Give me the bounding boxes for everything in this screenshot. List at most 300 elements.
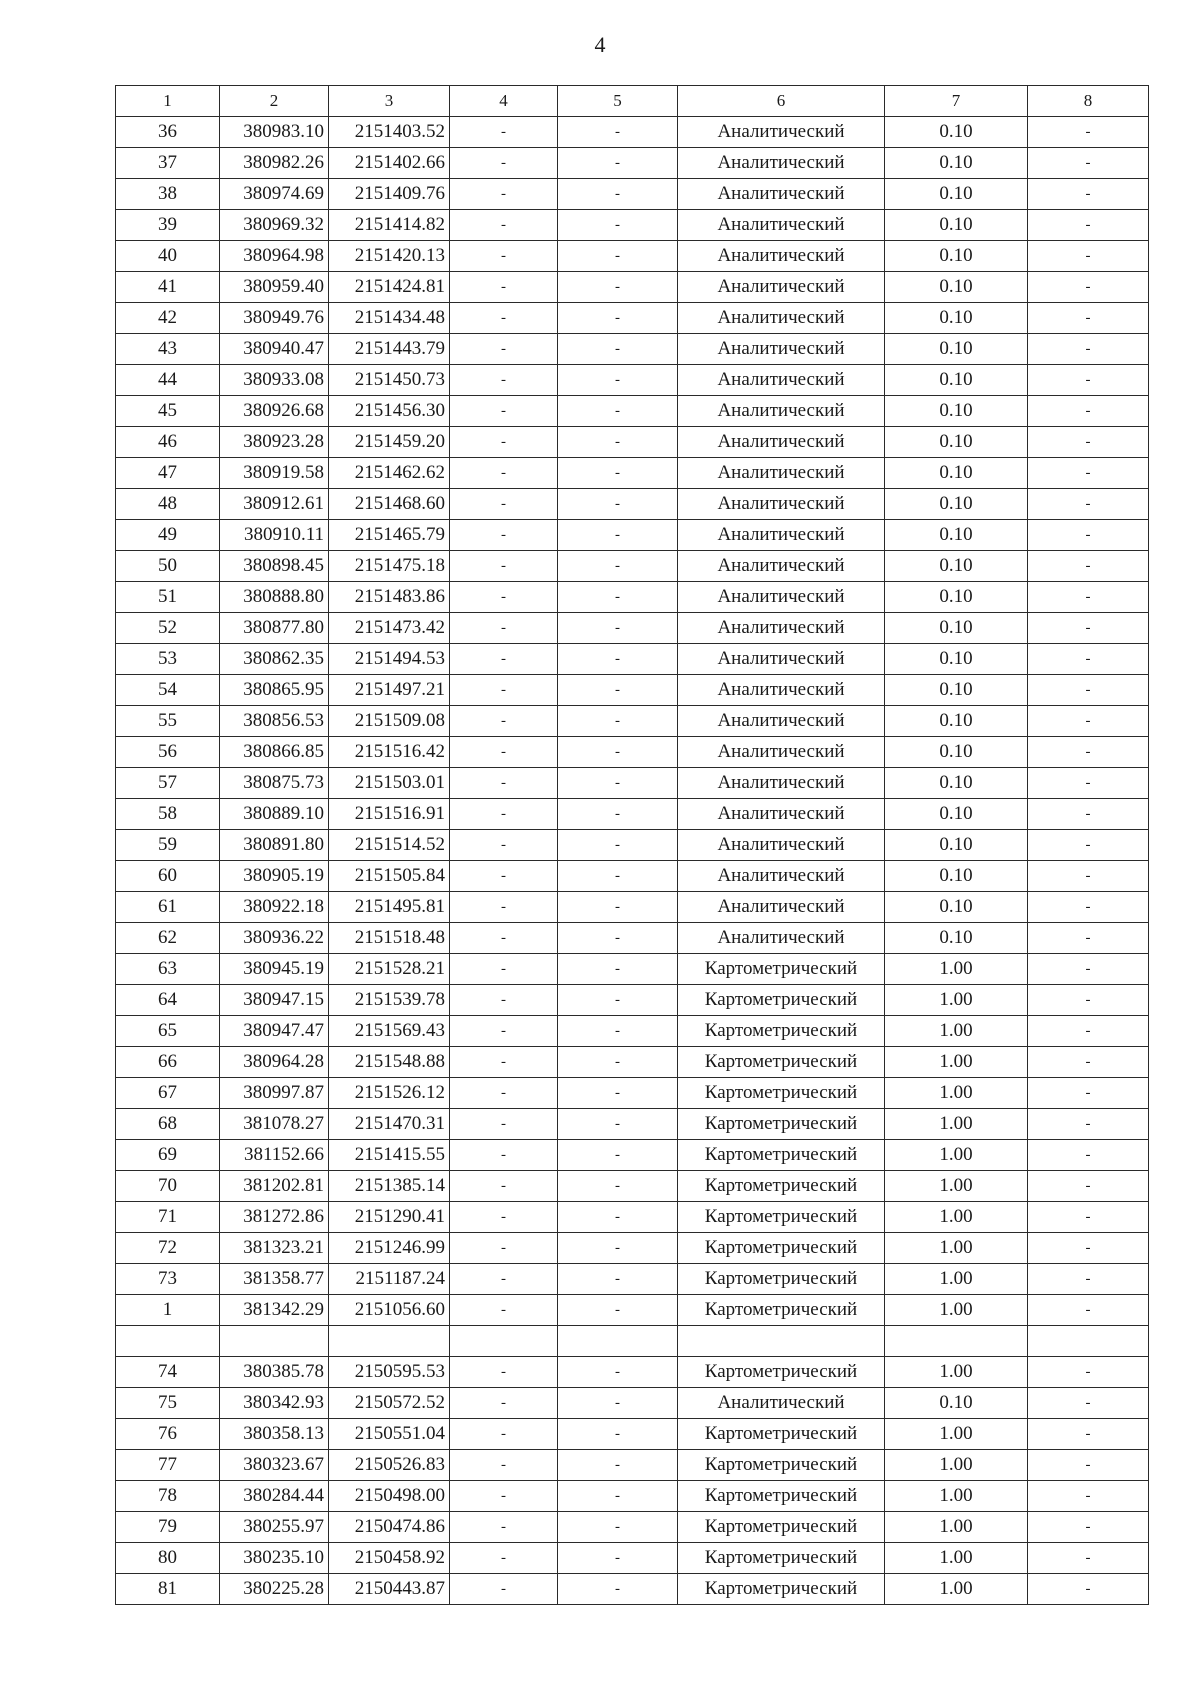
col5-cell: - — [558, 1016, 678, 1047]
y-coordinate-cell: 2151434.48 — [329, 303, 450, 334]
col5-cell: - — [558, 985, 678, 1016]
x-coordinate-cell: 380945.19 — [220, 954, 329, 985]
table-row — [116, 272, 1149, 303]
point-number-cell: 44 — [116, 365, 220, 396]
col5-cell: - — [558, 799, 678, 830]
table-body — [116, 117, 1149, 1605]
col4-cell: - — [450, 985, 558, 1016]
method-cell: Картометрический — [678, 1109, 885, 1140]
y-coordinate-cell: 2150595.53 — [329, 1357, 450, 1388]
accuracy-cell: 0.10 — [885, 551, 1028, 582]
point-number-cell: 56 — [116, 737, 220, 768]
x-coordinate-cell: 380342.93 — [220, 1388, 329, 1419]
method-cell: Картометрический — [678, 1574, 885, 1605]
col4-cell: - — [450, 923, 558, 954]
column-header: 5 — [558, 86, 678, 117]
point-number-cell: 45 — [116, 396, 220, 427]
x-coordinate-cell: 380862.35 — [220, 644, 329, 675]
col8-cell: - — [1028, 892, 1149, 923]
col8-cell: - — [1028, 520, 1149, 551]
y-coordinate-cell: 2151424.81 — [329, 272, 450, 303]
point-number-cell: 74 — [116, 1357, 220, 1388]
col4-cell: - — [450, 613, 558, 644]
col8-cell: - — [1028, 427, 1149, 458]
col5-cell: - — [558, 1233, 678, 1264]
point-number-cell: 46 — [116, 427, 220, 458]
y-coordinate-cell: 2151415.55 — [329, 1140, 450, 1171]
col5-cell: - — [558, 520, 678, 551]
col5-cell: - — [558, 1450, 678, 1481]
col8-cell: - — [1028, 675, 1149, 706]
col4-cell: - — [450, 706, 558, 737]
col8-cell: - — [1028, 1109, 1149, 1140]
accuracy-cell: 0.10 — [885, 830, 1028, 861]
col8-cell: - — [1028, 210, 1149, 241]
method-cell: Аналитический — [678, 210, 885, 241]
x-coordinate-cell: 380947.47 — [220, 1016, 329, 1047]
method-cell: Картометрический — [678, 1140, 885, 1171]
x-coordinate-cell: 380919.58 — [220, 458, 329, 489]
y-coordinate-cell: 2151409.76 — [329, 179, 450, 210]
method-cell: Картометрический — [678, 1450, 885, 1481]
table-row — [116, 117, 1149, 148]
accuracy-cell: 1.00 — [885, 1171, 1028, 1202]
y-coordinate-cell: 2150498.00 — [329, 1481, 450, 1512]
col4-cell: - — [450, 272, 558, 303]
x-coordinate-cell: 380983.10 — [220, 117, 329, 148]
table-row — [116, 1078, 1149, 1109]
col4-cell: - — [450, 1295, 558, 1326]
x-coordinate-cell: 380358.13 — [220, 1419, 329, 1450]
y-coordinate-cell: 2151056.60 — [329, 1295, 450, 1326]
method-cell: Картометрический — [678, 1016, 885, 1047]
method-cell: Картометрический — [678, 1047, 885, 1078]
table-row — [116, 706, 1149, 737]
y-coordinate-cell: 2151450.73 — [329, 365, 450, 396]
method-cell: Картометрический — [678, 1512, 885, 1543]
x-coordinate-cell: 380888.80 — [220, 582, 329, 613]
x-coordinate-cell: 381323.21 — [220, 1233, 329, 1264]
x-coordinate-cell: 381202.81 — [220, 1171, 329, 1202]
method-cell: Аналитический — [678, 520, 885, 551]
col5-cell: - — [558, 644, 678, 675]
table-row — [116, 923, 1149, 954]
col8-cell: - — [1028, 1078, 1149, 1109]
table-row — [116, 396, 1149, 427]
y-coordinate-cell: 2151528.21 — [329, 954, 450, 985]
col5-cell: - — [558, 1202, 678, 1233]
col5-cell: - — [558, 117, 678, 148]
x-coordinate-cell: 381342.29 — [220, 1295, 329, 1326]
accuracy-cell: 0.10 — [885, 1388, 1028, 1419]
method-cell: Картометрический — [678, 1419, 885, 1450]
table-row — [116, 520, 1149, 551]
col4-cell: - — [450, 1171, 558, 1202]
x-coordinate-cell: 380235.10 — [220, 1543, 329, 1574]
y-coordinate-cell: 2151187.24 — [329, 1264, 450, 1295]
method-cell: Картометрический — [678, 1264, 885, 1295]
col5-cell: - — [558, 706, 678, 737]
x-coordinate-cell: 380877.80 — [220, 613, 329, 644]
point-number-cell: 76 — [116, 1419, 220, 1450]
accuracy-cell: 0.10 — [885, 799, 1028, 830]
method-cell: Аналитический — [678, 489, 885, 520]
col8-cell: - — [1028, 1450, 1149, 1481]
col4-cell: - — [450, 1140, 558, 1171]
method-cell: Картометрический — [678, 1171, 885, 1202]
y-coordinate-cell: 2151473.42 — [329, 613, 450, 644]
y-coordinate-cell: 2151483.86 — [329, 582, 450, 613]
table-row — [116, 489, 1149, 520]
point-number-cell: 66 — [116, 1047, 220, 1078]
accuracy-cell: 0.10 — [885, 706, 1028, 737]
x-coordinate-cell: 380891.80 — [220, 830, 329, 861]
accuracy-cell: 0.10 — [885, 272, 1028, 303]
table-row — [116, 861, 1149, 892]
col8-cell: - — [1028, 396, 1149, 427]
col4-cell: - — [450, 303, 558, 334]
point-number-cell: 55 — [116, 706, 220, 737]
table-row — [116, 1450, 1149, 1481]
col8-cell: - — [1028, 1419, 1149, 1450]
point-number-cell: 49 — [116, 520, 220, 551]
col4-cell — [450, 1326, 558, 1357]
accuracy-cell: 1.00 — [885, 1543, 1028, 1574]
col8-cell: - — [1028, 303, 1149, 334]
method-cell: Аналитический — [678, 768, 885, 799]
col5-cell: - — [558, 923, 678, 954]
table-row — [116, 737, 1149, 768]
col8-cell: - — [1028, 1543, 1149, 1574]
col5-cell: - — [558, 179, 678, 210]
table-row — [116, 1016, 1149, 1047]
col8-cell: - — [1028, 799, 1149, 830]
x-coordinate-cell: 381358.77 — [220, 1264, 329, 1295]
accuracy-cell: 0.10 — [885, 334, 1028, 365]
y-coordinate-cell — [329, 1326, 450, 1357]
x-coordinate-cell: 380933.08 — [220, 365, 329, 396]
point-number-cell: 64 — [116, 985, 220, 1016]
point-number-cell: 81 — [116, 1574, 220, 1605]
y-coordinate-cell: 2151468.60 — [329, 489, 450, 520]
y-coordinate-cell: 2151526.12 — [329, 1078, 450, 1109]
accuracy-cell: 0.10 — [885, 458, 1028, 489]
accuracy-cell: 0.10 — [885, 520, 1028, 551]
col4-cell: - — [450, 861, 558, 892]
point-number-cell: 42 — [116, 303, 220, 334]
point-number-cell: 58 — [116, 799, 220, 830]
col5-cell: - — [558, 1078, 678, 1109]
col4-cell: - — [450, 458, 558, 489]
table-row — [116, 892, 1149, 923]
col8-cell: - — [1028, 1295, 1149, 1326]
method-cell: Аналитический — [678, 458, 885, 489]
point-number-cell: 37 — [116, 148, 220, 179]
table-row — [116, 1109, 1149, 1140]
method-cell: Аналитический — [678, 582, 885, 613]
method-cell: Картометрический — [678, 1233, 885, 1264]
col5-cell: - — [558, 582, 678, 613]
col5-cell: - — [558, 210, 678, 241]
table-row — [116, 1140, 1149, 1171]
y-coordinate-cell: 2151503.01 — [329, 768, 450, 799]
accuracy-cell: 0.10 — [885, 892, 1028, 923]
point-number-cell: 72 — [116, 1233, 220, 1264]
col8-cell: - — [1028, 241, 1149, 272]
y-coordinate-cell: 2151505.84 — [329, 861, 450, 892]
y-coordinate-cell: 2151246.99 — [329, 1233, 450, 1264]
point-number-cell: 54 — [116, 675, 220, 706]
col8-cell: - — [1028, 613, 1149, 644]
method-cell: Картометрический — [678, 1357, 885, 1388]
col8-cell: - — [1028, 706, 1149, 737]
table-row — [116, 1264, 1149, 1295]
point-number-cell: 77 — [116, 1450, 220, 1481]
table-row — [116, 241, 1149, 272]
col8-cell: - — [1028, 1016, 1149, 1047]
col8-cell: - — [1028, 489, 1149, 520]
method-cell: Аналитический — [678, 365, 885, 396]
x-coordinate-cell: 380865.95 — [220, 675, 329, 706]
method-cell: Аналитический — [678, 830, 885, 861]
table-row — [116, 458, 1149, 489]
col8-cell: - — [1028, 1481, 1149, 1512]
point-number-cell: 71 — [116, 1202, 220, 1233]
x-coordinate-cell — [220, 1326, 329, 1357]
x-coordinate-cell: 380969.32 — [220, 210, 329, 241]
method-cell: Аналитический — [678, 272, 885, 303]
col8-cell: - — [1028, 1202, 1149, 1233]
col8-cell: - — [1028, 1357, 1149, 1388]
col4-cell: - — [450, 1202, 558, 1233]
x-coordinate-cell: 380940.47 — [220, 334, 329, 365]
y-coordinate-cell: 2151516.42 — [329, 737, 450, 768]
accuracy-cell: 1.00 — [885, 1264, 1028, 1295]
column-header: 6 — [678, 86, 885, 117]
col4-cell: - — [450, 1078, 558, 1109]
col5-cell: - — [558, 1047, 678, 1078]
accuracy-cell: 1.00 — [885, 1574, 1028, 1605]
col4-cell: - — [450, 582, 558, 613]
accuracy-cell: 0.10 — [885, 489, 1028, 520]
y-coordinate-cell: 2151569.43 — [329, 1016, 450, 1047]
y-coordinate-cell: 2151509.08 — [329, 706, 450, 737]
col4-cell: - — [450, 737, 558, 768]
x-coordinate-cell: 380323.67 — [220, 1450, 329, 1481]
col8-cell: - — [1028, 1512, 1149, 1543]
col4-cell: - — [450, 210, 558, 241]
table-row — [116, 1202, 1149, 1233]
accuracy-cell: 1.00 — [885, 985, 1028, 1016]
table-row — [116, 303, 1149, 334]
table-row — [116, 1326, 1149, 1357]
accuracy-cell: 1.00 — [885, 954, 1028, 985]
x-coordinate-cell: 380385.78 — [220, 1357, 329, 1388]
col5-cell: - — [558, 241, 678, 272]
col8-cell: - — [1028, 923, 1149, 954]
col5-cell: - — [558, 303, 678, 334]
col8-cell: - — [1028, 148, 1149, 179]
point-number-cell: 61 — [116, 892, 220, 923]
y-coordinate-cell: 2150572.52 — [329, 1388, 450, 1419]
col4-cell: - — [450, 520, 558, 551]
method-cell: Аналитический — [678, 551, 885, 582]
accuracy-cell: 0.10 — [885, 148, 1028, 179]
accuracy-cell: 1.00 — [885, 1295, 1028, 1326]
accuracy-cell: 0.10 — [885, 613, 1028, 644]
y-coordinate-cell: 2151514.52 — [329, 830, 450, 861]
method-cell — [678, 1326, 885, 1357]
accuracy-cell: 0.10 — [885, 923, 1028, 954]
point-number-cell: 65 — [116, 1016, 220, 1047]
table-row — [116, 1233, 1149, 1264]
col4-cell: - — [450, 1388, 558, 1419]
table-row — [116, 675, 1149, 706]
point-number-cell: 63 — [116, 954, 220, 985]
col4-cell: - — [450, 427, 558, 458]
table-row — [116, 1357, 1149, 1388]
table-row — [116, 954, 1149, 985]
col5-cell: - — [558, 1543, 678, 1574]
accuracy-cell: 0.10 — [885, 365, 1028, 396]
col4-cell: - — [450, 1016, 558, 1047]
point-number-cell: 36 — [116, 117, 220, 148]
col8-cell: - — [1028, 1574, 1149, 1605]
col8-cell: - — [1028, 179, 1149, 210]
y-coordinate-cell: 2151456.30 — [329, 396, 450, 427]
col5-cell: - — [558, 1140, 678, 1171]
col4-cell: - — [450, 179, 558, 210]
col4-cell: - — [450, 1450, 558, 1481]
y-coordinate-cell: 2151443.79 — [329, 334, 450, 365]
col8-cell: - — [1028, 1233, 1149, 1264]
point-number-cell: 75 — [116, 1388, 220, 1419]
accuracy-cell — [885, 1326, 1028, 1357]
y-coordinate-cell: 2151290.41 — [329, 1202, 450, 1233]
method-cell: Аналитический — [678, 148, 885, 179]
table-row — [116, 1481, 1149, 1512]
col8-cell: - — [1028, 365, 1149, 396]
col4-cell: - — [450, 1512, 558, 1543]
col5-cell: - — [558, 737, 678, 768]
table-header-row — [116, 86, 1149, 117]
col4-cell: - — [450, 1574, 558, 1605]
col5-cell: - — [558, 1357, 678, 1388]
col5-cell: - — [558, 1481, 678, 1512]
y-coordinate-cell: 2151470.31 — [329, 1109, 450, 1140]
accuracy-cell: 1.00 — [885, 1047, 1028, 1078]
table-row — [116, 1543, 1149, 1574]
col5-cell: - — [558, 1512, 678, 1543]
col4-cell: - — [450, 1233, 558, 1264]
table-row — [116, 1512, 1149, 1543]
method-cell: Аналитический — [678, 427, 885, 458]
table-row — [116, 830, 1149, 861]
accuracy-cell: 1.00 — [885, 1233, 1028, 1264]
col4-cell: - — [450, 830, 558, 861]
point-number-cell: 50 — [116, 551, 220, 582]
col8-cell: - — [1028, 985, 1149, 1016]
y-coordinate-cell: 2151539.78 — [329, 985, 450, 1016]
y-coordinate-cell: 2150526.83 — [329, 1450, 450, 1481]
accuracy-cell: 0.10 — [885, 582, 1028, 613]
accuracy-cell: 1.00 — [885, 1140, 1028, 1171]
col8-cell: - — [1028, 1388, 1149, 1419]
x-coordinate-cell: 380225.28 — [220, 1574, 329, 1605]
y-coordinate-cell: 2150443.87 — [329, 1574, 450, 1605]
col8-cell: - — [1028, 117, 1149, 148]
col5-cell: - — [558, 1574, 678, 1605]
col5-cell: - — [558, 489, 678, 520]
table-row — [116, 644, 1149, 675]
col4-cell: - — [450, 241, 558, 272]
x-coordinate-cell: 381152.66 — [220, 1140, 329, 1171]
x-coordinate-cell: 380964.28 — [220, 1047, 329, 1078]
table-row — [116, 334, 1149, 365]
accuracy-cell: 0.10 — [885, 861, 1028, 892]
x-coordinate-cell: 380923.28 — [220, 427, 329, 458]
accuracy-cell: 1.00 — [885, 1202, 1028, 1233]
table-row — [116, 613, 1149, 644]
col8-cell: - — [1028, 768, 1149, 799]
method-cell: Аналитический — [678, 179, 885, 210]
point-number-cell: 41 — [116, 272, 220, 303]
point-number-cell: 70 — [116, 1171, 220, 1202]
column-header: 4 — [450, 86, 558, 117]
col4-cell: - — [450, 644, 558, 675]
accuracy-cell: 0.10 — [885, 210, 1028, 241]
table-row — [116, 1047, 1149, 1078]
method-cell: Аналитический — [678, 117, 885, 148]
point-number-cell: 59 — [116, 830, 220, 861]
x-coordinate-cell: 380922.18 — [220, 892, 329, 923]
col8-cell: - — [1028, 1264, 1149, 1295]
x-coordinate-cell: 380905.19 — [220, 861, 329, 892]
method-cell: Картометрический — [678, 1295, 885, 1326]
col5-cell: - — [558, 1388, 678, 1419]
x-coordinate-cell: 380910.11 — [220, 520, 329, 551]
col5-cell — [558, 1326, 678, 1357]
col5-cell: - — [558, 365, 678, 396]
col4-cell: - — [450, 1264, 558, 1295]
col5-cell: - — [558, 334, 678, 365]
col5-cell: - — [558, 892, 678, 923]
col5-cell: - — [558, 861, 678, 892]
col5-cell: - — [558, 675, 678, 706]
point-number-cell: 47 — [116, 458, 220, 489]
point-number-cell: 60 — [116, 861, 220, 892]
col4-cell: - — [450, 954, 558, 985]
accuracy-cell: 1.00 — [885, 1481, 1028, 1512]
x-coordinate-cell: 380255.97 — [220, 1512, 329, 1543]
point-number-cell: 78 — [116, 1481, 220, 1512]
accuracy-cell: 0.10 — [885, 675, 1028, 706]
col4-cell: - — [450, 1109, 558, 1140]
x-coordinate-cell: 380866.85 — [220, 737, 329, 768]
col8-cell: - — [1028, 334, 1149, 365]
method-cell: Картометрический — [678, 1543, 885, 1574]
col5-cell: - — [558, 458, 678, 489]
table-row — [116, 1295, 1149, 1326]
method-cell: Аналитический — [678, 892, 885, 923]
col4-cell: - — [450, 1543, 558, 1574]
column-header: 7 — [885, 86, 1028, 117]
x-coordinate-cell: 380926.68 — [220, 396, 329, 427]
table-row — [116, 551, 1149, 582]
method-cell: Аналитический — [678, 923, 885, 954]
x-coordinate-cell: 381272.86 — [220, 1202, 329, 1233]
col5-cell: - — [558, 551, 678, 582]
